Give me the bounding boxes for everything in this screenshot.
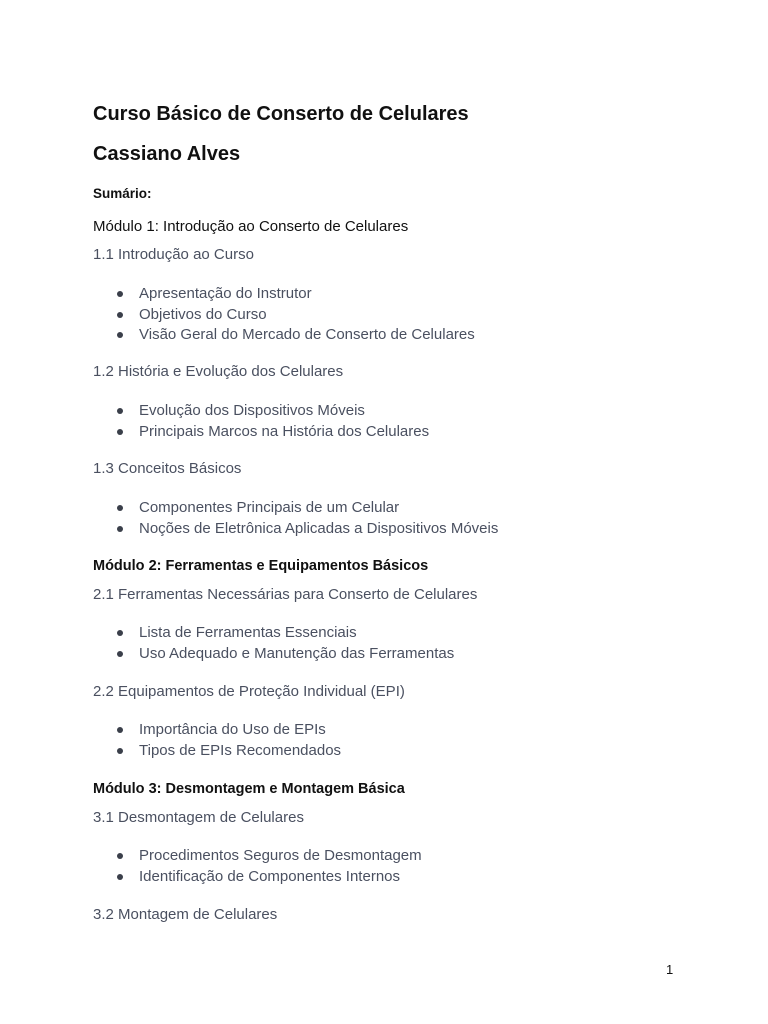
bullet-icon <box>117 312 123 318</box>
bullet-icon <box>117 853 123 859</box>
list-item: Apresentação do Instrutor <box>93 284 475 305</box>
bullet-icon <box>117 748 123 754</box>
list-item: Principais Marcos na História dos Celulares <box>93 422 429 443</box>
section-1-1-title: 1.1 Introdução ao Curso <box>93 246 254 263</box>
section-3-2-title: 3.2 Montagem de Celulares <box>93 906 278 923</box>
bullet-icon <box>117 429 123 435</box>
module-3-title: Módulo 3: Desmontagem e Montagem Básica <box>93 781 405 797</box>
section-2-2-title: 2.2 Equipamentos de Proteção Individual (EPI) <box>93 683 405 700</box>
list-item: Objetivos do Curso <box>93 305 475 326</box>
section-2-1-list <box>93 623 454 664</box>
bullet-icon <box>117 874 123 880</box>
section-2-2-list <box>93 720 341 761</box>
module-2-title: Módulo 2: Ferramentas e Equipamentos Básicos <box>93 558 429 574</box>
section-3-1-list <box>93 846 422 887</box>
list-item: Lista de Ferramentas Essenciais <box>93 623 454 644</box>
list-item: Evolução dos Dispositivos Móveis <box>93 401 429 422</box>
list-item: Uso Adequado e Manutenção das Ferramentas <box>93 644 454 665</box>
section-1-2-list <box>93 401 429 442</box>
bullet-icon <box>117 630 123 636</box>
bullet-icon <box>117 727 123 733</box>
list-item: Procedimentos Seguros de Desmontagem <box>93 846 422 867</box>
section-1-2-title: 1.2 História e Evolução dos Celulares <box>93 363 344 380</box>
section-1-3-title: 1.3 Conceitos Básicos <box>93 460 242 477</box>
page-number: 1 <box>666 962 674 977</box>
list-item: Componentes Principais de um Celular <box>93 498 498 519</box>
section-3-1-title: 3.1 Desmontagem de Celulares <box>93 809 304 826</box>
bullet-icon <box>117 505 123 511</box>
document-author: Cassiano Alves <box>93 143 241 165</box>
section-1-3-list <box>93 498 498 539</box>
document-page <box>93 0 713 1024</box>
summary-label: Sumário: <box>93 186 152 201</box>
module-1-title: Módulo 1: Introdução ao Conserto de Celulares <box>93 218 409 235</box>
section-2-1-title: 2.1 Ferramentas Necessárias para Conserto de Celulares <box>93 586 478 603</box>
bullet-icon <box>117 291 123 297</box>
document-title: Curso Básico de Conserto de Celulares <box>93 103 469 125</box>
bullet-icon <box>117 408 123 414</box>
bullet-icon <box>117 526 123 532</box>
bullet-icon <box>117 332 123 338</box>
list-item: Importância do Uso de EPIs <box>93 720 341 741</box>
list-item: Noções de Eletrônica Aplicadas a Dispositivos Móveis <box>93 519 498 540</box>
list-item: Visão Geral do Mercado de Conserto de Celulares <box>93 325 475 346</box>
list-item: Identificação de Componentes Internos <box>93 867 422 888</box>
section-1-1-list <box>93 284 475 346</box>
bullet-icon <box>117 651 123 657</box>
list-item: Tipos de EPIs Recomendados <box>93 741 341 762</box>
